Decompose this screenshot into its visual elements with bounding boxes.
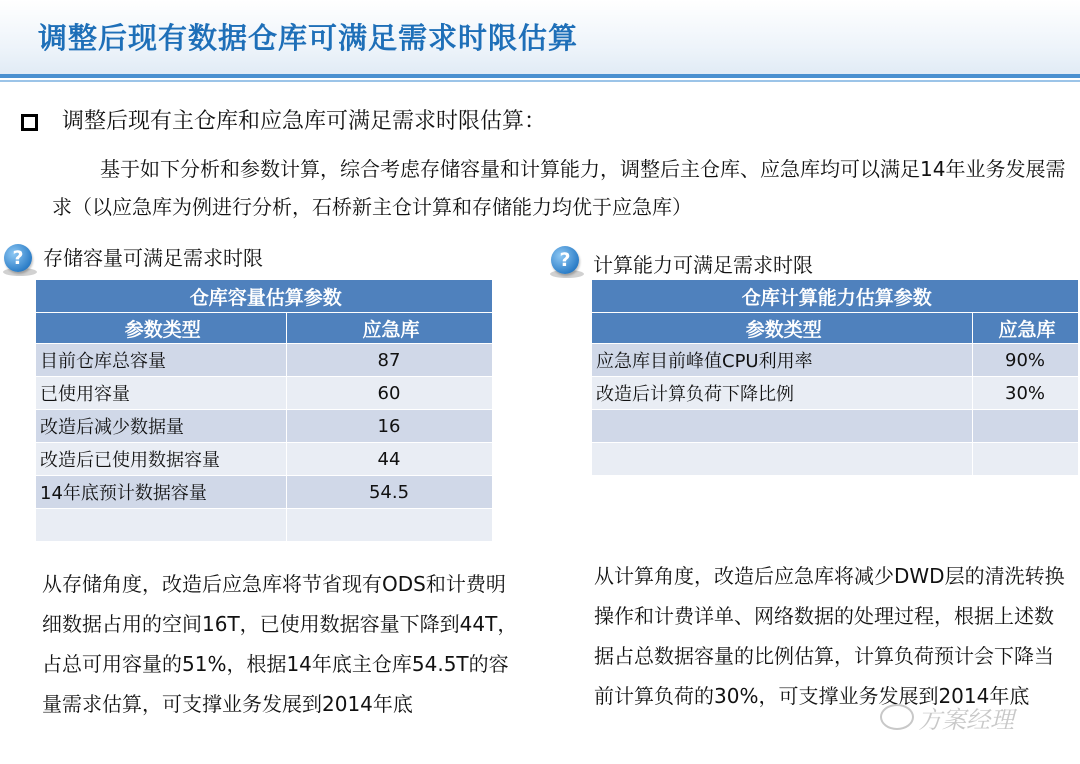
table-row (592, 410, 1078, 443)
row-label: 改造后减少数据量 (36, 410, 286, 443)
row-value: 30% (972, 377, 1078, 410)
row-value: 60 (286, 377, 492, 410)
bullet-heading: 调整后现有主仓库和应急库可满足需求时限估算： (62, 109, 547, 134)
row-value (972, 410, 1078, 443)
page-title: 调整后现有数据仓库可满足需求时限估算 (38, 21, 579, 55)
question-mark-icon: ? (4, 244, 32, 272)
table-row (36, 344, 492, 377)
compute-section-title: 计算能力可满足需求时限 (593, 253, 813, 277)
table-row (592, 344, 1078, 377)
title-divider (0, 74, 1080, 78)
storage-col-backup: 应急库 (286, 313, 492, 344)
row-label: 目前仓库总容量 (36, 344, 286, 377)
compute-col-backup: 应急库 (972, 313, 1078, 344)
compute-col-param: 参数类型 (592, 313, 972, 344)
row-value (972, 443, 1078, 476)
row-value: 44 (286, 443, 492, 476)
storage-table-title: 仓库容量估算参数 (36, 280, 492, 313)
compute-table (592, 280, 1079, 476)
storage-paragraph: 从存储角度，改造后应急库将节省现有ODS和计费明细数据占用的空间16T，已使用数据容量下降到44T，占总可用容量的51%，根据14年底主仓库54.5T的容量需求估算，可支撑业务发展到2014年底 (42, 572, 518, 716)
table-row (36, 377, 492, 410)
row-label: 改造后已使用数据容量 (36, 443, 286, 476)
row-label: 应急库目前峰值CPU利用率 (592, 344, 972, 377)
intro-paragraph: 基于如下分析和参数计算，综合考虑存储容量和计算能力，调整后主仓库、应急库均可以满足14年业务发展需求（以应急库为例进行分析，石桥新主仓计算和存储能力均优于应急库） (52, 157, 1066, 219)
row-label (36, 509, 286, 542)
table-row (36, 410, 492, 443)
row-label: 14年底预计数据容量 (36, 476, 286, 509)
wechat-icon (880, 704, 914, 730)
row-value: 16 (286, 410, 492, 443)
row-value: 87 (286, 344, 492, 377)
storage-table (36, 280, 493, 542)
table-row (592, 377, 1078, 410)
row-value: 90% (972, 344, 1078, 377)
row-label: 改造后计算负荷下降比例 (592, 377, 972, 410)
compute-table-title: 仓库计算能力估算参数 (592, 280, 1078, 313)
row-value: 54.5 (286, 476, 492, 509)
row-value (286, 509, 492, 542)
table-row (36, 476, 492, 509)
title-divider-thin (0, 80, 1080, 82)
question-mark-icon: ? (551, 246, 579, 274)
table-row (36, 509, 492, 542)
row-label (592, 410, 972, 443)
row-label: 已使用容量 (36, 377, 286, 410)
storage-section-title: 存储容量可满足需求时限 (43, 246, 263, 270)
table-row (592, 443, 1078, 476)
square-bullet-icon (21, 114, 38, 131)
table-row (36, 443, 492, 476)
compute-paragraph: 从计算角度，改造后应急库将减少DWD层的清洗转换操作和计费详单、网络数据的处理过程，根据上述数据占总数据容量的比例估算，计算负荷预计会下降当前计算负荷的30%，可支撑业务发展到2014年底 (594, 564, 1065, 708)
row-label (592, 443, 972, 476)
storage-col-param: 参数类型 (36, 313, 286, 344)
watermark: 方案经理 (918, 706, 1014, 734)
